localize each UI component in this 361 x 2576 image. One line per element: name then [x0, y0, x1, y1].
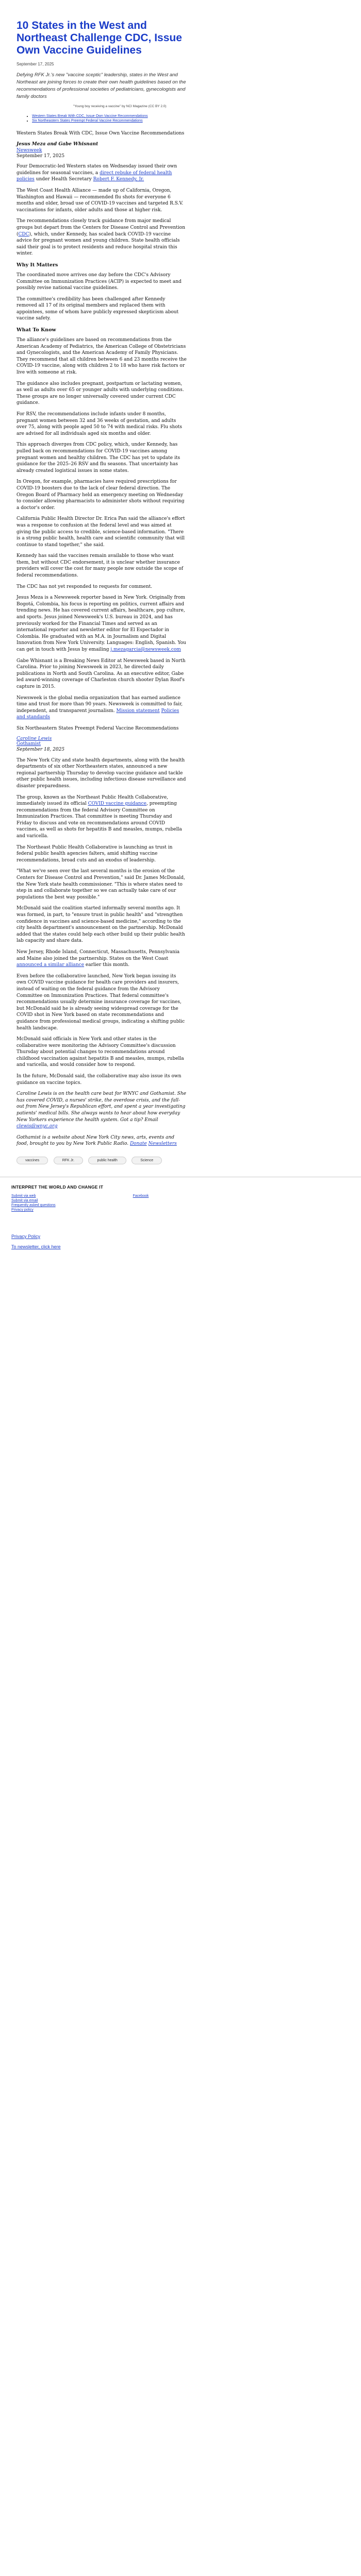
paragraph: The guidance also includes pregnant, postpartum or lactating women, as well as adults over 65 or younger adults with underlying conditions. These groups are no longer universally covered under current CDC guidance.	[17, 381, 184, 406]
paragraph: Kennedy has said the vaccines remain available to those who want them, but without CDC endorsement, it is unclear whether insurance providers will cover the cost for many people now outside the scope of federal recommendations.	[17, 553, 184, 579]
donate-link[interactable]: Donate	[129, 1141, 147, 1147]
email-link[interactable]: j.mezagarcia@newsweek.com	[110, 647, 181, 652]
inline-link[interactable]: direct rebuke of federal health policies	[17, 170, 172, 182]
facebook-link[interactable]: Facebook	[133, 1194, 149, 1198]
paragraph: McDonald said the coalition started informally several months ago. It was formed, in part, to "ensure trust in public health" and "strengthen confidence in vaccines and science-based medicine," according to the city health department's announcement on the partnership. McDonald added that the states could help each other build up their public health lab capacity and share data.	[17, 906, 185, 944]
inline-link[interactable]: announced a similar alliance	[17, 962, 85, 968]
paragraph: California Public Health Director Dr. Erica Pan said the alliance's effort was a response to confusion at the federal level and was aimed at giving the public access to credible, science-based information. "There is a strong public health, health care and scientific community that will continue to stand together," she said.	[17, 516, 185, 548]
paragraph: The coordinated move arrives one day before the CDC's Advisory Committee on Immunization Practices (ACIP) is expected to meet and possibly revise national vaccine guidelines.	[17, 272, 182, 291]
author-bio: Gabe Whisnant is a Breaking News Editor at Newsweek based in North Carolina. Prior to joining Newsweek in 2023, he directed daily publications in North and South Carolina. As an executive editor, Gabe led award-winning coverage of Charleston church shooter Dylan Roof's capture in 2015.	[17, 658, 186, 689]
publish-date: September 17, 2025	[17, 62, 54, 66]
inline-link[interactable]: CDC	[18, 231, 29, 237]
footer-bottom	[11, 1233, 361, 1250]
paragraph: "What we've seen over the last several months is the erosion of the Centers for Disease Control and Prevention," said Dr. James McDonald, the New York state health commissioner. "This is where states need to step in and collaborate together so we can actually take care of our populations the best way possible."	[17, 869, 185, 900]
toc-link-west[interactable]: • Western States Break With CDC, Issue Own Vaccine Recommendations	[32, 114, 148, 118]
hero-caption-row	[17, 105, 187, 109]
section-heading: Six Northeastern States Preempt Federal Vaccine Recommendations	[17, 725, 179, 731]
publisher-bio: Newsweek is the global media organization that has earned audience time and trust for more than 90 years. Newsweek is committed to fair, independent, and transparent journalism. Mission statement Policies and standards	[17, 695, 183, 720]
section-date: September 17, 2025	[17, 153, 65, 159]
article	[17, 0, 187, 1164]
paragraph: Four Democratic-led Western states on Wednesday issued their own guidelines for seasonal vaccines, a direct rebuke of federal health policies under Health Secretary Robert F. Kennedy, Jr.	[17, 164, 177, 182]
inline-link[interactable]: COVID vaccine guidance	[88, 801, 146, 807]
paragraph: The West Coast Health Alliance — made up of California, Oregon, Washington and Hawaii — recommended flu shots for everyone 6 months and older, broad use of COVID-19 vaccines and targeted R.S.V. vaccinations for infants, older adults and those at higher risk.	[17, 188, 184, 213]
mission-link[interactable]: Mission statement	[116, 708, 160, 714]
paragraph: The recommendations closely track guidance from major medical groups but depart from the Centers for Disease Control and Prevention (CDC), which, under Kennedy, has scaled back COVID-19 vaccine advice for pregnant women and young children. State health officials said their goal is to protect residents and reduce hospital strain this winter.	[17, 218, 186, 257]
footer-heading: INTERPRET THE WORLD AND CHANGE IT	[11, 1184, 104, 1190]
tag[interactable]: RFK Jr.	[54, 1157, 83, 1164]
toc-item	[32, 114, 187, 118]
tag[interactable]: vaccines	[17, 1157, 48, 1164]
author-bio: Jesus Meza is a Newsweek reporter based in New York. Originally from Bogotá, Colombia, his focus is reporting on politics, current affairs and trending news. He has covered current affairs, healthcare, pop culture, and sports. Jesus joined Newsweek's U.S. bureau in 2024, and has previously worked for the Financial Times and served as an international reporter and newsletter editor for El Espectador in Colombia. He graduated with an M.A. in Journalism and Digital Innovation from New York University. Languages: English, Spanish. You can get in touch with Jesus by emailing j.mezagarcia@newsweek.com	[17, 595, 186, 652]
paragraph: This approach diverges from CDC policy, which, under Kennedy, has pulled back on recommendations for COVID-19 vaccines among pregnant women and healthy children. The CDC has yet to update its guidance for the 2025–26 RSV and flu seasons. That uncertainty has already created logistical issues in some states.	[17, 442, 180, 473]
article-dek: Defying RFK Jr.'s new "vaccine sceptic" leadership, states in the West and Northeast are joining forces to create their own health guidelines based on the recommendations of professional societies of pediatricians, gynecologists and family doctors	[17, 72, 186, 99]
paragraph: In the future, McDonald said, the collaborative may also issue its own guidance on vaccine topics.	[17, 1074, 182, 1086]
author-bio: Caroline Lewis is on the health care beat for WNYC and Gothamist. She has covered COVID, a nurses' strike, the overdose crisis, and the fall-out from New Jersey's Republican effort, and spent a year investigating patients' medical bills. She always wants to hear about how everyday New Yorkers experience the health system. Got a tip? Email clewis@wnyc.org	[17, 1091, 186, 1129]
paragraph: The New York City and state health departments, along with the health departments of six other Northeastern states, announced a new regional partnership Thursday to develop vaccine guidance and tackle other public health issues, including infectious disease surveillance and disaster preparedness.	[17, 757, 186, 789]
paragraph: The CDC has not yet responded to requests for comment.	[17, 584, 153, 589]
source-link[interactable]: Gothamist	[17, 741, 41, 747]
page-title: 10 States in the West and Northeast Challenge CDC, Issue Own Vaccine Guidelines	[17, 20, 182, 56]
paragraph: Even before the collaborative launched, New York began issuing its own COVID vaccine guidance for health care providers and insurers, instead of waiting on the federal guidance from the Advisory Committee on Immunization Practices. That federal committee's recommendations usually determine insurance coverage for vaccines, but McDonald said he is already seeing widespread coverage for the COVID shot in New York based on state recommendations and guidance from professional medical groups, indicating a shifting public health landscape.	[17, 973, 185, 1031]
footer-link-privacy[interactable]: Privacy policy	[11, 1208, 34, 1212]
tag[interactable]: public health	[88, 1157, 126, 1164]
page	[0, 0, 361, 1250]
footer-link-submit-email[interactable]: Submit via email	[11, 1199, 38, 1202]
publisher-bio: Gothamist is a website about New York City news, arts, events and food, brought to you by New York Public Radio. Donate Newsletters	[17, 1134, 177, 1147]
toc-link-northeast[interactable]: • Six Northeastern States Preempt Federal Vaccine Recommendations	[32, 119, 143, 123]
footer-col-social	[133, 1194, 149, 1212]
privacy-policy-link[interactable]: Privacy Policy	[11, 1234, 41, 1239]
section-date: September 18, 2025	[17, 747, 65, 752]
image-caption: "Young boy receiving a vaccine" by NCI Magazine (CC BY 2.0)	[73, 105, 167, 108]
newsletter-link[interactable]: To newsletter, click here	[11, 1244, 61, 1249]
tag-list	[17, 1155, 187, 1164]
section-northeast	[17, 725, 187, 1147]
toc-item	[32, 118, 187, 123]
section-heading: Western States Break With CDC, Issue Own Vaccine Recommendations	[17, 131, 185, 136]
footer	[0, 1177, 361, 1250]
source-link[interactable]: Newsweek	[17, 147, 42, 153]
tag[interactable]: Science	[132, 1157, 162, 1164]
paragraph: The group, known as the Northeast Public Health Collaborative, immediately issued its official COVID vaccine guidance, preempting recommendations from the federal Advisory Committee on Immunization Practices. That committee is meeting Thursday and Friday to discuss and vote on recommendations around COVID vaccines, as well as shots for hepatitis B and measles, mumps, rubella and varicella.	[17, 794, 182, 839]
paragraph: In Oregon, for example, pharmacies have required prescriptions for COVID-19 boosters due to the lack of clear federal direction. The Oregon Board of Pharmacy held an emergency meeting on Wednesday to consider allowing pharmacists to administer shots without requiring a doctor's order.	[17, 479, 185, 511]
paragraph: The committee's credibility has been challenged after Kennedy removed all 17 of its original members and replaced them with appointees, some of whom have publicly expressed skepticism about vaccine safety.	[17, 296, 179, 321]
paragraph: New Jersey, Rhode Island, Connecticut, Massachusetts, Pennsylvania and Maine also joined the partnership. States on the West Coast announced a similar alliance earlier this month.	[17, 949, 180, 968]
email-link[interactable]: clewis@wnyc.org	[17, 1124, 58, 1129]
footer-col-links	[11, 1194, 56, 1212]
footer-link-submit-web[interactable]: Submit via web	[11, 1194, 36, 1198]
paragraph: For RSV, the recommendations include infants under 8 months, pregnant women between 32 and 36 weeks of gestation, and adults over 75, along with people aged 50 to 74 with medical risks. Flu shots are advised for all individuals aged six months and older.	[17, 412, 182, 436]
footer-link-faq[interactable]: Frequently asked questions	[11, 1204, 56, 1207]
subheading: Why It Matters	[17, 262, 58, 268]
newsletters-link[interactable]: Newsletters	[148, 1141, 177, 1147]
inline-link[interactable]: Robert F. Kennedy, Jr.	[93, 177, 144, 182]
paragraph: The Northeast Public Health Collaborative is launching as trust in federal public health agencies falters, amid shifting vaccine recommendations, broad cuts and an exodus of leadership.	[17, 844, 173, 863]
paragraph: McDonald said officials in New York and other states in the collaborative were monitoring the Advisory Committee's discussion Thursday about potential changes to recommendations around childhood vaccination against hepatitis B and measles, mumps, rubella and varicella, and would consider how to respond.	[17, 1037, 184, 1068]
table-of-contents	[24, 114, 187, 123]
footer-columns	[11, 1194, 361, 1212]
paragraph: The alliance's guidelines are based on recommendations from the American Academy of Pediatrics, the American College of Obstetricians and Gynecologists, and the American Academy of Family Physicians. They recommend that all children between 6 and 23 months receive the COVID-19 vaccine, along with children 2 to 18 who have risk factors or live with someone at risk.	[17, 337, 187, 376]
subheading: What To Know	[17, 327, 56, 333]
author-link[interactable]: Caroline Lewis	[17, 736, 52, 741]
policies-link[interactable]: Policies and standards	[17, 708, 179, 720]
section-west	[17, 130, 187, 721]
author: Jesus Meza and Gabe Whisnant	[17, 142, 99, 147]
